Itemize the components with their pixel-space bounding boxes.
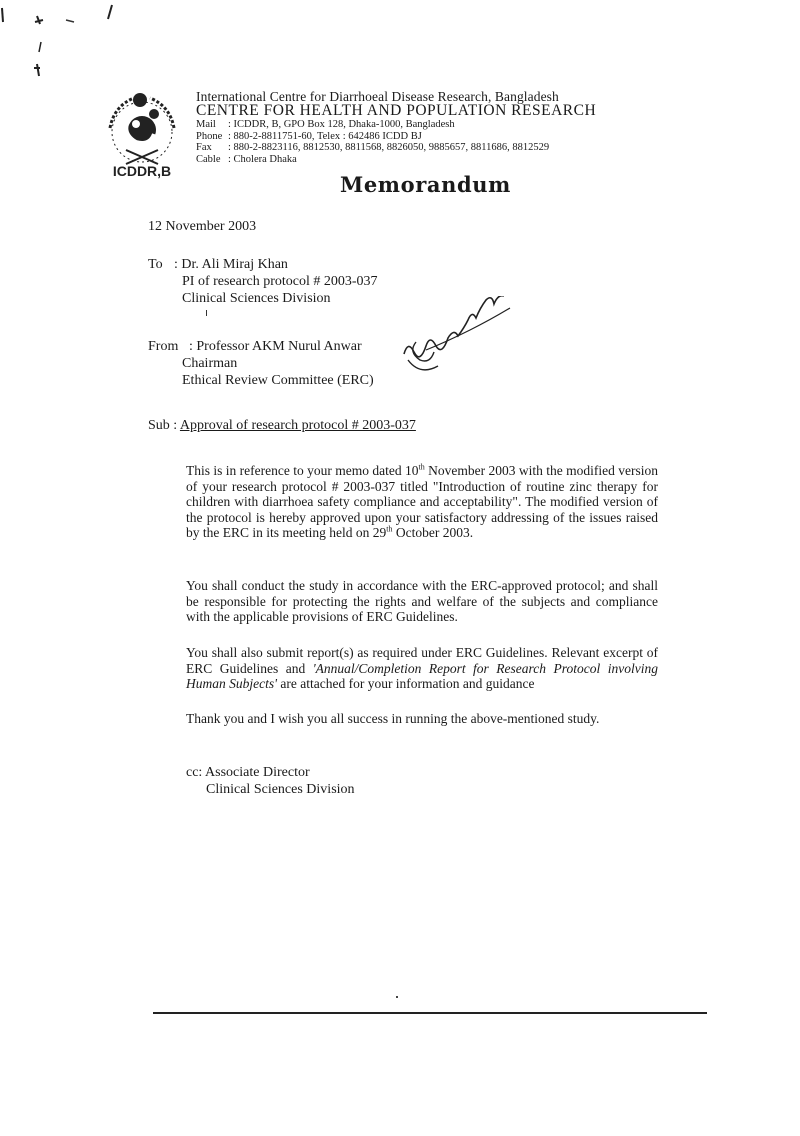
logo-text: ICDDR,B: [112, 163, 172, 179]
cc-division: Clinical Sciences Division: [206, 782, 355, 797]
subject-label: Sub: [148, 418, 170, 433]
body-paragraph-3: You shall also submit report(s) as required under ERC Guidelines. Relevant excerpt of ERC Guidelines and 'Annual/Completion Report for Research Protocol involving Human Subjects' are attached for your information and guidance: [186, 645, 658, 691]
from-role: Chairman: [182, 356, 238, 371]
mail-line: Mail : ICDDR, B, GPO Box 128, Dhaka-1000, Bangladesh: [196, 119, 455, 130]
from-label: From: [148, 339, 179, 354]
letterhead: [196, 90, 596, 165]
body-paragraph-1: This is in reference to your memo dated 10th November 2003 with the modified version of your research protocol # 2003-037 titled "Introduction of routine zinc therapy for children with diarrhoea safety compliance and acceptability". The modified version of the protocol is hereby approved upon your satisfactory addressing of the issues raised by the ERC in its meeting held on 29th October 2003.: [186, 462, 658, 540]
subject-text: Approval of research protocol # 2003-037: [179, 418, 416, 433]
subject-line: Sub : Approval of research protocol # 2003-037: [148, 418, 416, 433]
signature: [398, 296, 528, 388]
phone-line: Phone : 880-2-8811751-60, Telex : 642486 ICDD BJ: [196, 130, 422, 142]
body-paragraph-4: Thank you and I wish you all success in running the above-mentioned study.: [186, 711, 600, 726]
cc-line: cc: Associate Director: [186, 765, 310, 780]
scan-marks: [0, 0, 140, 90]
icddrb-logo: [96, 88, 188, 180]
body-paragraph-2: You shall conduct the study in accordance with the ERC-approved protocol; and shall be responsible for protecting the rights and welfare of the subjects and compliance with the applicable provisions of ERC Guidelines.: [186, 578, 658, 624]
memo-date: 12 November 2003: [148, 219, 257, 234]
from-committee: Ethical Review Committee (ERC): [182, 373, 374, 388]
footer-rule: [153, 1012, 707, 1014]
speck: [396, 996, 398, 998]
to-division: Clinical Sciences Division: [182, 291, 331, 306]
to-role: PI of research protocol # 2003-037: [182, 274, 378, 289]
to-name: : Dr. Ali Miraj Khan: [174, 257, 288, 272]
stray-mark: [206, 310, 207, 316]
memo-title: Memorandum: [340, 172, 511, 197]
from-name: : Professor AKM Nurul Anwar: [189, 339, 362, 354]
to-label: To: [148, 257, 163, 272]
cable-line: Cable : Cholera Dhaka: [196, 153, 297, 165]
centre-name: CENTRE FOR HEALTH AND POPULATION RESEARCH: [196, 102, 597, 119]
fax-line: Fax : 880-2-8823116, 8812530, 8811568, 8826050, 9885657, 8811686, 8812529: [196, 142, 550, 153]
org-name: International Centre for Diarrhoeal Disease Research, Bangladesh: [196, 89, 559, 104]
